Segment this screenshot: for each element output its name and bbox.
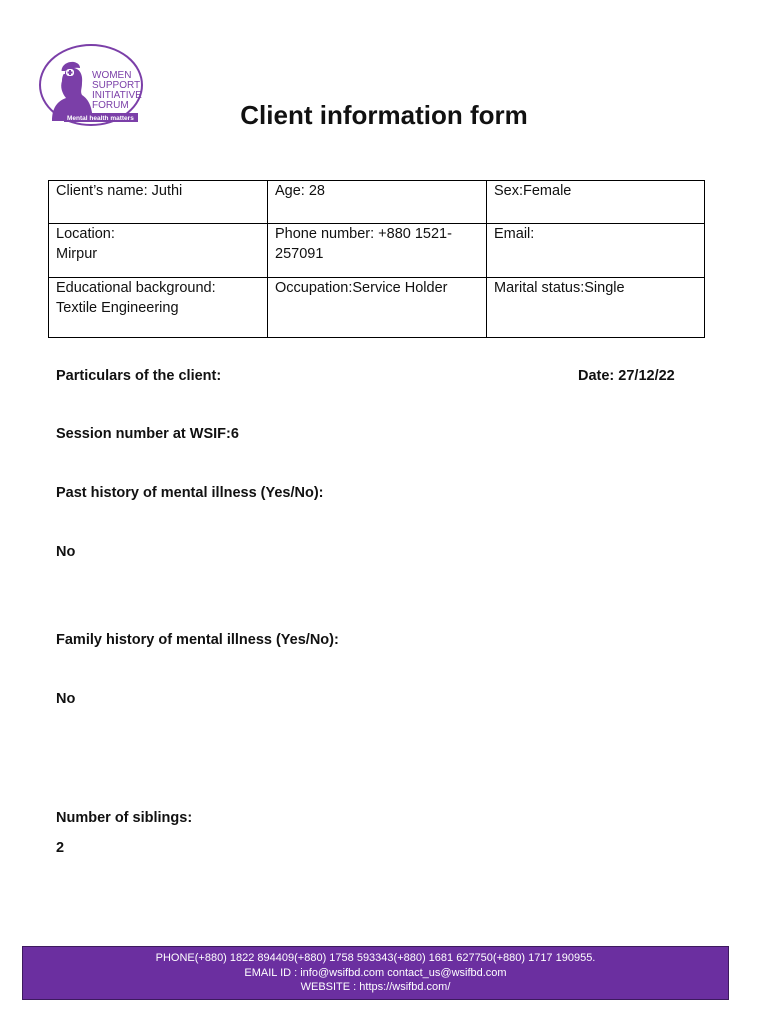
siblings-label: Number of siblings: xyxy=(56,810,193,826)
family-history-answer: No xyxy=(56,691,76,707)
past-history-label: Past history of mental illness (Yes/No): xyxy=(56,485,324,501)
particulars-label: Particulars of the client: xyxy=(56,368,222,384)
phone-cell: Phone number: +880 1521- 257091 xyxy=(268,224,487,278)
logo-line-1: WOMEN xyxy=(92,70,132,81)
footer-phone: PHONE(+880) 1822 894409(+880) 1758 593343(+880) 1681 627750(+880) 1717 190955. xyxy=(155,952,596,964)
client-name-cell: Client’s name: Juthi xyxy=(49,181,268,224)
logo-tagline: Mental health matters xyxy=(67,115,134,122)
client-info-table xyxy=(48,180,705,338)
marital-status-cell: Marital status:Single xyxy=(487,278,705,338)
date-label: Date: 27/12/22 xyxy=(578,368,675,384)
form-title xyxy=(0,100,768,131)
age-cell: Age: 28 xyxy=(268,181,487,224)
past-history-answer: No xyxy=(56,544,76,560)
form-title-text: Client information form xyxy=(240,100,528,130)
table-row xyxy=(49,278,705,338)
logo-line-2: SUPPORT xyxy=(92,80,141,91)
session-number-label: Session number at WSIF:6 xyxy=(56,426,239,442)
location-cell: Location: Mirpur xyxy=(49,224,268,278)
email-cell: Email: xyxy=(487,224,705,278)
sex-cell: Sex:Female xyxy=(487,181,705,224)
siblings-answer: 2 xyxy=(56,840,65,856)
table-row xyxy=(49,224,705,278)
family-history-label: Family history of mental illness (Yes/No): xyxy=(56,632,339,648)
footer-email: EMAIL ID : info@wsifbd.com contact_us@wsifbd.com xyxy=(244,966,507,979)
table-row xyxy=(49,181,705,224)
contact-footer xyxy=(22,946,729,1000)
logo-line-3: INITIATIVE xyxy=(92,90,142,101)
education-cell: Educational background: Textile Engineering xyxy=(49,278,268,338)
logo-line-4: FORUM xyxy=(92,100,129,111)
occupation-cell: Occupation:Service Holder xyxy=(268,278,487,338)
footer-website: WEBSITE : https://wsifbd.com/ xyxy=(300,981,451,993)
